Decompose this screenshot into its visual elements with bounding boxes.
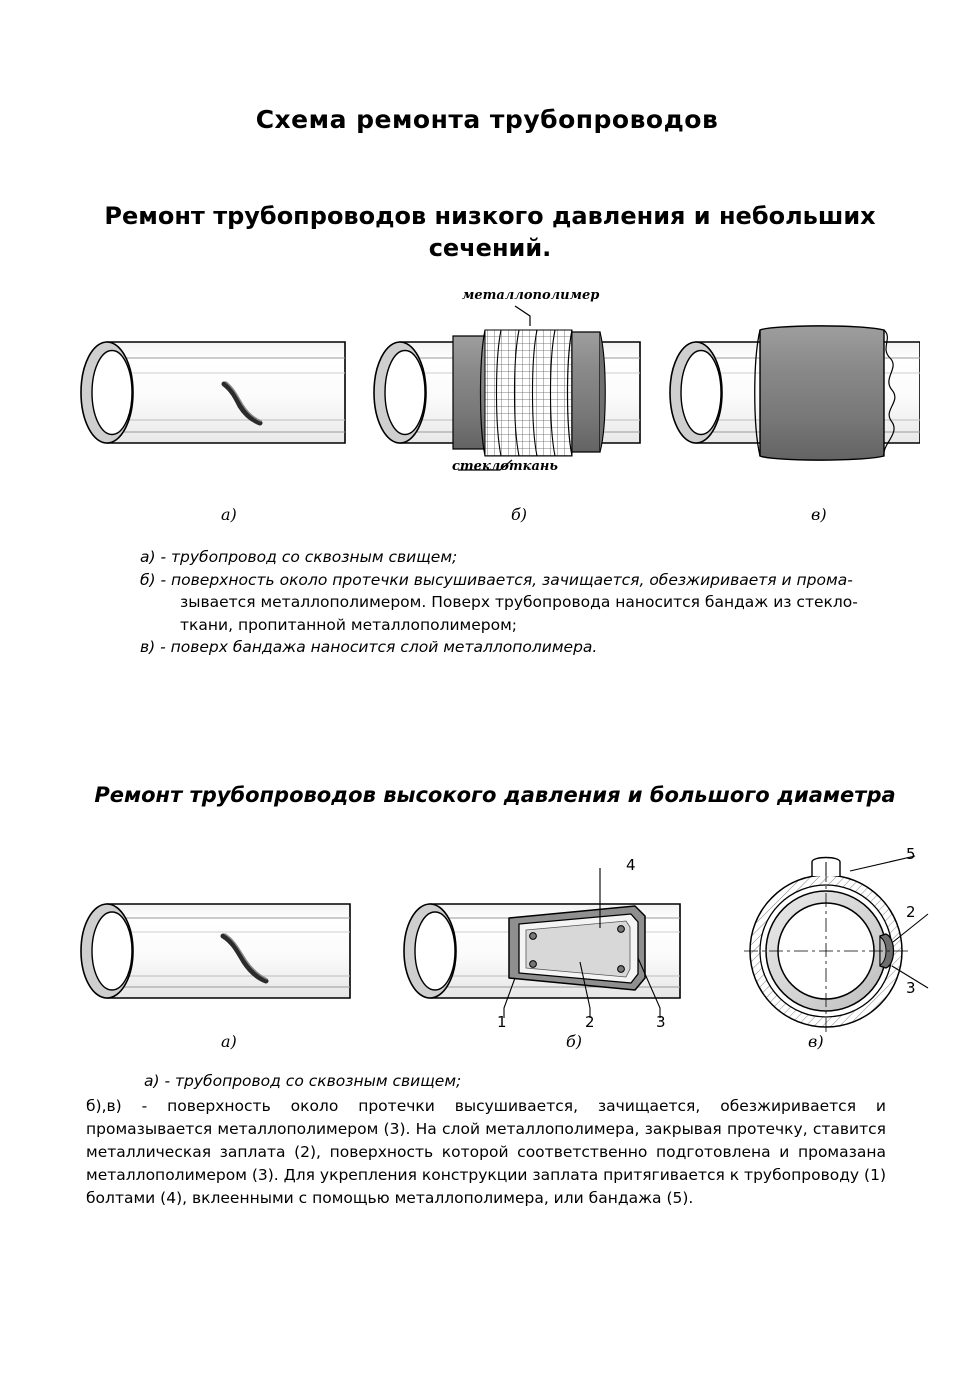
- figure2-callout-2: 2: [585, 1013, 595, 1031]
- caption2-paragraph: б),в) - поверхность около протечки высушивается, зачищается, обезжиривается и промазывается металлополимером (3). На слой металлополимера, закрывая протечку, ставится металлическая заплата (2), поверхность которой соответственно подготовлена и промазана металлополимером (3). Для укрепления конструкции заплата притягивается к трубопроводу (1) болтами (4), вклеенными с помощью металлополимера, или бандажа (5).: [86, 1097, 886, 1207]
- figure1-label-b: б): [511, 505, 528, 524]
- callout-fiberglass: стеклоткань: [452, 459, 558, 474]
- callout-metallopolymer: металлополимер: [462, 288, 600, 303]
- caption1-line5: в) - поверх бандажа наносится слой металлополимера.: [140, 638, 598, 656]
- pipe2-figure-a: [81, 904, 350, 998]
- figure1-label-v: в): [811, 505, 827, 524]
- figure2-label-v: в): [808, 1032, 824, 1051]
- figure2-callout-4: 4: [626, 856, 636, 874]
- caption2-line1: а) - трубопровод со сквозным свищем;: [144, 1072, 462, 1090]
- caption-low-pressure: [140, 546, 860, 659]
- figure2-label-b: б): [566, 1032, 583, 1051]
- figure-high-pressure: [60, 838, 940, 1038]
- caption1-line2: б) - поверхность около протечки высушивается, зачищается, обезжириваетя и прома-: [140, 570, 853, 589]
- pipe2-figure-c: [674, 838, 928, 1034]
- caption1-line4: ткани, пропитанной металлополимером;: [180, 615, 518, 634]
- caption1-line3: зывается металлополимером. Поверх трубопровода наносится бандаж из стекло-: [180, 593, 858, 611]
- pipe-figure-c: [670, 326, 920, 460]
- section-title-low-pressure: Ремонт трубопроводов низкого давления и небольших сечений.: [104, 202, 876, 262]
- figure2-callout-2-right: 2: [906, 903, 916, 921]
- figure2-callout-3-right: 3: [906, 979, 916, 997]
- pipe2-figure-b: [404, 868, 680, 1018]
- pipe-figure-b: [374, 306, 640, 470]
- caption-high-pressure: [86, 1070, 886, 1210]
- section-title-high-pressure: Ремонт трубопроводов высокого давления и большого диаметра: [94, 783, 896, 807]
- figure2-callout-3: 3: [656, 1013, 666, 1031]
- page-title: Схема ремонта трубопроводов: [255, 105, 719, 134]
- figure2-label-a: а): [221, 1032, 237, 1051]
- caption1-line1: а) - трубопровод со сквозным свищем;: [140, 548, 458, 566]
- figure1-label-a: а): [221, 505, 237, 524]
- figure2-callout-1: 1: [497, 1013, 507, 1031]
- figure2-callout-5: 5: [906, 845, 916, 863]
- pipe-figure-a: [81, 342, 345, 443]
